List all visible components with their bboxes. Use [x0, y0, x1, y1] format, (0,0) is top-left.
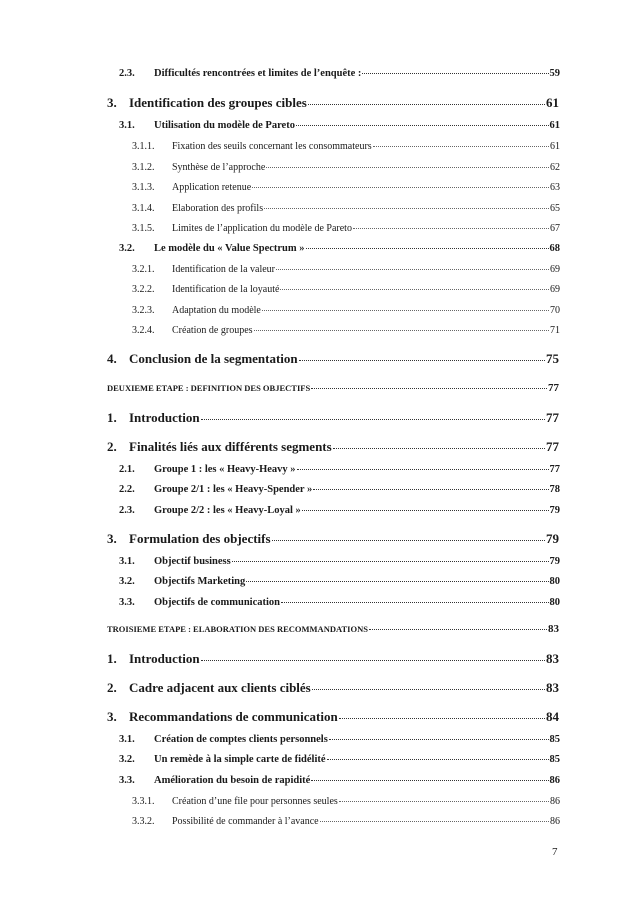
toc-dot-leader: [299, 360, 545, 361]
toc-dot-leader: [339, 801, 549, 802]
toc-entry-title: Création d’une file pour personnes seules: [172, 796, 338, 807]
toc-dot-leader: [373, 146, 549, 147]
toc-entry-page: 80: [549, 597, 560, 608]
toc-entry-number: 3.3.2.: [132, 816, 155, 827]
toc-entry-number: 3.2.2.: [132, 284, 155, 295]
toc-entry-number: 3.2.: [119, 576, 135, 587]
toc-dot-leader: [302, 510, 549, 511]
toc-entry-page: 77: [546, 410, 559, 425]
toc-entry-title: DEUXIEME ETAPE : DEFINITION DES OBJECTIFS: [107, 383, 311, 393]
toc-entry-title: Le modèle du « Value Spectrum »: [154, 243, 305, 254]
toc-entry-number: 3.1.4.: [132, 203, 155, 214]
toc-entry-title: Identification de la loyauté: [172, 284, 280, 295]
toc-entry-page: 61: [549, 120, 560, 131]
toc-entry-page: 85: [549, 734, 560, 745]
toc-entry-number: 3.1.: [119, 120, 135, 131]
toc-entry: [119, 243, 560, 254]
toc-entry-number: 3.1.1.: [132, 141, 155, 152]
toc-entry-page: 62: [550, 162, 560, 173]
toc-entry-title: Groupe 2/2 : les « Heavy-Loyal »: [154, 505, 301, 516]
toc-entry: [132, 796, 560, 807]
toc-entry-title: Cadre adjacent aux clients ciblés: [129, 680, 311, 695]
toc-entry-number: 3.2.1.: [132, 264, 155, 275]
toc-entry-page: 77: [546, 439, 559, 454]
toc-entry-number: 2.2.: [119, 484, 135, 495]
toc-entry: [107, 439, 559, 455]
toc-entry-title: Objectifs Marketing: [154, 576, 246, 587]
toc-entry: [119, 556, 560, 567]
toc-entry-title: Création de comptes clients personnels: [154, 734, 328, 745]
toc-entry-number: 3.3.: [119, 597, 135, 608]
toc-entry-number: 3.: [107, 95, 117, 110]
toc-entry: [107, 651, 559, 667]
toc-entry-number: 3.3.: [119, 775, 135, 786]
toc-entry: [119, 775, 560, 786]
toc-entry-title: Recommandations de communication: [129, 709, 338, 724]
toc-entry-number: 3.3.1.: [132, 796, 155, 807]
toc-entry-page: 68: [549, 243, 560, 254]
toc-dot-leader: [272, 540, 545, 541]
toc-entry: [107, 531, 559, 547]
toc-entry: [119, 484, 560, 495]
toc-entry: [119, 464, 560, 475]
toc-dot-leader: [311, 388, 547, 389]
toc-entry-title: Synthèse de l’approche: [172, 162, 266, 173]
toc-entry: [107, 351, 559, 367]
toc-dot-leader: [362, 73, 548, 74]
toc-entry-number: 3.1.: [119, 556, 135, 567]
toc-dot-leader: [339, 718, 545, 719]
toc-dot-leader: [264, 208, 549, 209]
toc-entry-title: TROISIEME ETAPE : ELABORATION DES RECOMMANDATIONS: [107, 624, 368, 634]
toc-entry-number: 4.: [107, 351, 117, 366]
toc-entry-page: 75: [546, 351, 559, 366]
toc-entry: [132, 223, 560, 234]
toc-dot-leader: [320, 821, 549, 822]
toc-entry-title: Difficultés rencontrées et limites de l’enquête :: [154, 68, 362, 79]
toc-entry-title: Possibilité de commander à l’avance: [172, 816, 319, 827]
toc-entry: [132, 284, 560, 295]
toc-dot-leader: [306, 248, 549, 249]
toc-entry-title: Identification des groupes cibles: [129, 95, 307, 110]
toc-entry-title: Elaboration des profils: [172, 203, 264, 214]
toc-entry: [107, 95, 559, 111]
toc-dot-leader: [333, 448, 545, 449]
toc-dot-leader: [280, 289, 549, 290]
toc-entry-page: 84: [546, 709, 559, 724]
toc-entry-title: Formulation des objectifs: [129, 531, 271, 546]
toc-entry-page: 61: [550, 141, 560, 152]
toc-dot-leader: [327, 759, 549, 760]
toc-entry: [132, 325, 560, 336]
toc-entry-number: 3.1.3.: [132, 182, 155, 193]
toc-entry-title: Objectifs de communication: [154, 597, 280, 608]
toc-dot-leader: [296, 125, 549, 126]
toc-entry: [132, 305, 560, 316]
toc-entry-number: 3.1.5.: [132, 223, 155, 234]
toc-entry-title: Utilisation du modèle de Pareto: [154, 120, 295, 131]
toc-entry-title: Création de groupes: [172, 325, 253, 336]
toc-entry-page: 79: [549, 505, 560, 516]
toc-entry-title: Groupe 2/1 : les « Heavy-Spender »: [154, 484, 313, 495]
toc-part-heading: [107, 623, 559, 635]
toc-part-heading: [107, 382, 559, 394]
toc-entry: [132, 162, 560, 173]
toc-entry: [132, 264, 560, 275]
toc-dot-leader: [311, 780, 548, 781]
toc-entry-number: 2.3.: [119, 68, 135, 79]
toc-dot-leader: [266, 167, 549, 168]
toc-entry-title: Introduction: [129, 410, 200, 425]
toc-entry: [132, 816, 560, 827]
toc-dot-leader: [276, 269, 549, 270]
toc-dot-leader: [369, 629, 547, 630]
toc-entry-title: Introduction: [129, 651, 200, 666]
toc-dot-leader: [353, 228, 549, 229]
toc-entry-page: 83: [546, 680, 559, 695]
toc-entry-page: 86: [550, 796, 560, 807]
toc-entry-title: Limites de l’application du modèle de Pareto: [172, 223, 352, 234]
toc-entry-number: 3.: [107, 531, 117, 546]
toc-entry-number: 3.2.: [119, 243, 135, 254]
toc-dot-leader: [312, 689, 545, 690]
toc-dot-leader: [201, 660, 545, 661]
toc-dot-leader: [246, 581, 548, 582]
toc-entry-title: Finalités liés aux différents segments: [129, 439, 332, 454]
toc-entry-title: Conclusion de la segmentation: [129, 351, 298, 366]
toc-entry-page: 83: [546, 651, 559, 666]
toc-entry-page: 69: [550, 264, 560, 275]
toc-entry-title: Objectif business: [154, 556, 231, 567]
toc-dot-leader: [308, 104, 545, 105]
toc-entry: [119, 68, 560, 79]
toc-dot-leader: [313, 489, 548, 490]
toc-entry-page: 85: [549, 754, 560, 765]
toc-entry: [119, 597, 560, 608]
toc-entry-title: Adaptation du modèle: [172, 305, 261, 316]
toc-entry-page: 61: [546, 95, 559, 110]
toc-entry: [107, 680, 559, 696]
toc-entry: [119, 120, 560, 131]
toc-entry-number: 3.1.2.: [132, 162, 155, 173]
toc-entry-page: 79: [546, 531, 559, 546]
toc-dot-leader: [254, 330, 549, 331]
toc-entry-title: Application retenue: [172, 182, 252, 193]
toc-entry-page: 70: [550, 305, 560, 316]
toc-dot-leader: [281, 602, 549, 603]
toc-entry-number: 3.2.: [119, 754, 135, 765]
toc-entry-page: 77: [548, 382, 559, 394]
toc-entry-number: 1.: [107, 410, 117, 425]
toc-entry-page: 63: [550, 182, 560, 193]
toc-entry: [132, 203, 560, 214]
toc-entry-page: 83: [548, 623, 559, 635]
toc-entry-page: 65: [550, 203, 560, 214]
toc-entry-page: 78: [549, 484, 560, 495]
toc-entry: [119, 754, 560, 765]
toc-entry: [119, 734, 560, 745]
toc-entry-title: Groupe 1 : les « Heavy-Heavy »: [154, 464, 296, 475]
toc-entry-title: Identification de la valeur: [172, 264, 276, 275]
toc-entry-number: 2.: [107, 680, 117, 695]
toc-entry-page: 80: [549, 576, 560, 587]
toc-entry: [119, 505, 560, 516]
toc-entry: [119, 576, 560, 587]
toc-entry-number: 3.2.3.: [132, 305, 155, 316]
toc-entry-title: Fixation des seuils concernant les consommateurs: [172, 141, 372, 152]
toc-entry-number: 3.2.4.: [132, 325, 155, 336]
toc-entry-number: 3.: [107, 709, 117, 724]
toc-entry-page: 59: [549, 68, 560, 79]
toc-entry-page: 71: [550, 325, 560, 336]
page-number: 7: [552, 846, 558, 858]
toc-entry-number: 2.3.: [119, 505, 135, 516]
toc-entry-page: 69: [550, 284, 560, 295]
toc-entry-page: 79: [549, 556, 560, 567]
toc-entry: [132, 182, 560, 193]
toc-dot-leader: [232, 561, 549, 562]
toc-dot-leader: [201, 419, 545, 420]
toc-entry-number: 3.1.: [119, 734, 135, 745]
toc-entry-page: 86: [550, 816, 560, 827]
toc-entry-page: 77: [549, 464, 560, 475]
toc-entry-page: 67: [550, 223, 560, 234]
toc-entry: [107, 410, 559, 426]
toc-entry-page: 86: [549, 775, 560, 786]
toc-entry: [132, 141, 560, 152]
toc-dot-leader: [252, 187, 549, 188]
toc-entry-number: 1.: [107, 651, 117, 666]
toc-dot-leader: [297, 469, 549, 470]
toc-entry-title: Un remède à la simple carte de fidélité: [154, 754, 326, 765]
toc-entry-title: Amélioration du besoin de rapidité: [154, 775, 311, 786]
toc-dot-leader: [262, 310, 549, 311]
toc-entry: [107, 709, 559, 725]
toc-entry-number: 2.1.: [119, 464, 135, 475]
toc-dot-leader: [329, 739, 549, 740]
toc-entry-number: 2.: [107, 439, 117, 454]
